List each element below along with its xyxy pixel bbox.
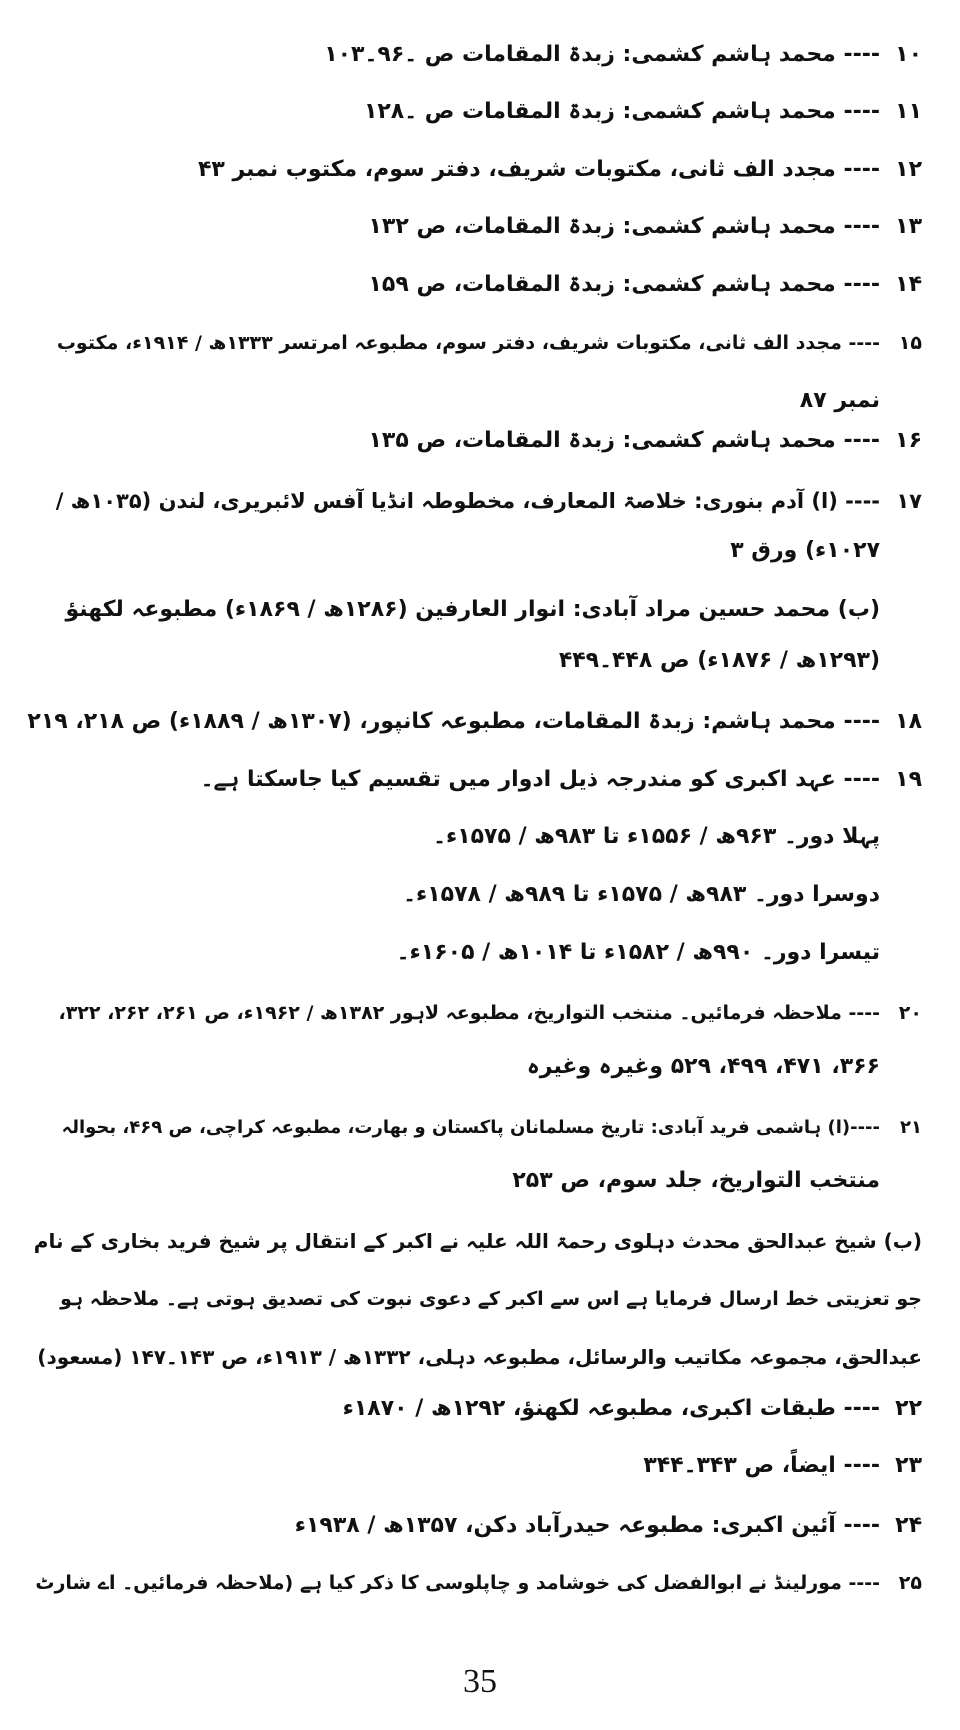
note-18: ۱۸---- محمد ہاشم: زبدۃ المقامات، مطبوعہ کانپور، (۱۳۰۷ھ / ۱۸۸۹ء) ص ۲۱۸، ۲۱۹: [27, 709, 922, 734]
note-20: ۲۰---- ملاحظہ فرمائیں۔ منتخب التواریخ، مطبوعہ لاہور ۱۳۸۲ھ / ۱۹۶۲ء، ص ۲۶۱، ۲۶۲، ۳۲۲،: [58, 1002, 922, 1024]
note-21-b-3: عبدالحق، مجموعہ مکاتیب والرسائل، مطبوعہ دہلی، ۱۳۳۲ھ / ۱۹۱۳ء، ص ۱۴۳۔۱۴۷ (مسعود): [37, 1345, 922, 1369]
note-23: ۲۳---- ایضاً، ص ۳۴۳۔۳۴۴: [643, 1453, 922, 1478]
period-3: تیسرا دور۔ ۹۹۰ھ / ۱۵۸۲ء تا ۱۰۱۴ھ / ۱۶۰۵ء۔: [396, 940, 880, 965]
note-21-b-2: جو تعزیتی خط ارسال فرمایا ہے اس سے اکبر کے دعوی نبوت کی تصدیق ہوتی ہے۔ ملاحظہ ہو: [60, 1288, 922, 1310]
note-20-cont: ۳۶۶، ۴۷۱، ۴۹۹، ۵۲۹ وغیرہ وغیرہ: [526, 1054, 880, 1079]
note-22: ۲۲---- طبقات اکبری، مطبوعہ لکھنؤ، ۱۲۹۲ھ / ۱۸۷۰ء: [342, 1396, 922, 1421]
note-11: ۱۱---- محمد ہاشم کشمی: زبدۃ المقامات ص ۔۱۲۸: [363, 99, 922, 124]
note-10: ۱۰---- محمد ہاشم کشمی: زبدۃ المقامات ص ۔۹۶۔۱۰۳: [324, 42, 922, 67]
period-1: پہلا دور۔ ۹۶۳ھ / ۱۵۵۶ء تا ۹۸۳ھ / ۱۵۷۵ء۔: [433, 824, 880, 849]
note-17-b: (ب) محمد حسین مراد آبادی: انوار العارفین (۱۲۸۶ھ / ۱۸۶۹ء) مطبوعہ لکھنؤ: [65, 597, 880, 622]
note-17: ۱۷---- (ا) آدم بنوری: خلاصۃ المعارف، مخطوطہ انڈیا آفس لائبریری، لندن (۱۰۳۵ھ /: [55, 489, 922, 513]
note-25: ۲۵---- مورلینڈ نے ابوالفضل کی خوشامد و چاپلوسی کا ذکر کیا ہے (ملاحظہ فرمائیں۔ اے شارٹ: [35, 1572, 922, 1594]
note-15-cont: نمبر ۸۷: [799, 388, 880, 413]
note-13: ۱۳---- محمد ہاشم کشمی: زبدۃ المقامات، ص ۱۳۲: [368, 214, 922, 239]
note-21: ۲۱----(ا) ہاشمی فرید آبادی: تاریخ مسلمانان پاکستان و بھارت، مطبوعہ کراچی، ص ۴۶۹، بحوالہ: [61, 1117, 922, 1138]
note-19: ۱۹---- عہد اکبری کو مندرجہ ذیل ادوار میں تقسیم کیا جاسکتا ہے۔: [200, 767, 922, 792]
note-15: ۱۵---- مجدد الف ثانی، مکتوبات شریف، دفتر سوم، مطبوعہ امرتسر ۱۳۳۳ھ / ۱۹۱۴ء، مکتوب: [56, 332, 922, 354]
note-21-cont: منتخب التواریخ، جلد سوم، ص ۲۵۳: [512, 1168, 880, 1193]
note-21-b: (ب) شیخ عبدالحق محدث دہلوی رحمۃ اللہ علیہ نے اکبر کے انتقال پر شیخ فرید بخاری کے نام: [33, 1229, 922, 1253]
note-12: ۱۲---- مجدد الف ثانی، مکتوبات شریف، دفتر سوم، مکتوب نمبر ۴۳: [197, 157, 922, 182]
note-24: ۲۴---- آئین اکبری: مطبوعہ حیدرآباد دکن، ۱۳۵۷ھ / ۱۹۳۸ء: [294, 1513, 922, 1538]
period-2: دوسرا دور۔ ۹۸۳ھ / ۱۵۷۵ء تا ۹۸۹ھ / ۱۵۷۸ء۔: [403, 882, 880, 907]
note-17-b-cont: (۱۲۹۳ھ / ۱۸۷۶ء) ص ۴۴۸۔۴۴۹: [558, 648, 880, 673]
note-16: ۱۶---- محمد ہاشم کشمی: زبدۃ المقامات، ص ۱۳۵: [368, 428, 922, 453]
note-17-cont: ۱۰۲۷ء) ورق ۳: [730, 538, 880, 563]
note-14: ۱۴---- محمد ہاشم کشمی: زبدۃ المقامات، ص ۱۵۹: [368, 272, 922, 297]
page-number: 35: [463, 1663, 497, 1700]
